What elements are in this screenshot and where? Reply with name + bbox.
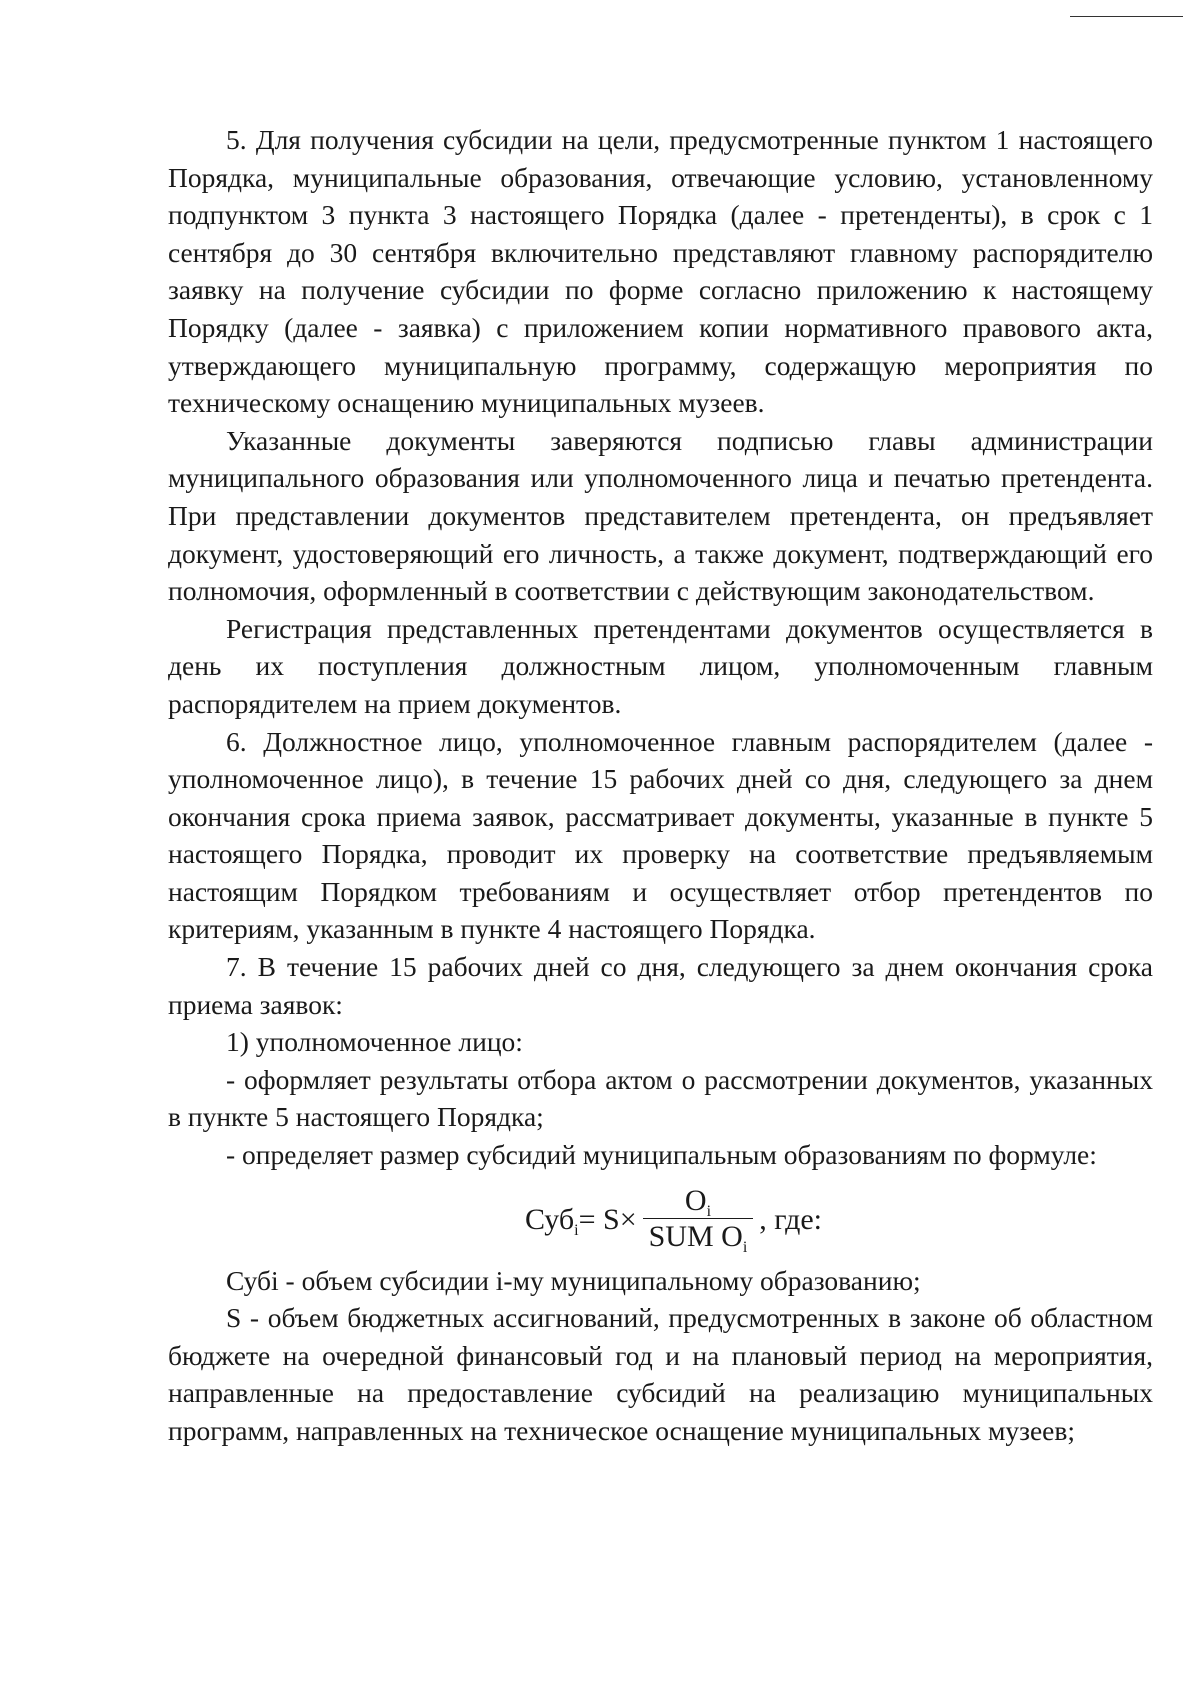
formula-fraction [643,1184,754,1255]
formula-lhs: Суб$_i$ [525,1202,579,1239]
paragraph-documents-certified: Указанные документы заверяются подписью главы администрации муниципального образования или уполномоченного лица и печатью претендента. При представлении документов представителем претендента, он предъявляет документ, удостоверяющий его личность, а также документ, подтверждающий его полномочия, оформленный в соответствии с действующим законодательством. [168,424,1153,607]
subsidy-formula [168,1174,1153,1262]
top-edge-rule [1070,16,1183,17]
formula-denominator: SUM $O_i$ [648,1220,748,1257]
formula-tail: , где: [759,1202,823,1236]
paragraph-7-item-1: 1) уполномоченное лицо: [226,1026,523,1058]
paragraph-7-item-1-dash-1: - оформляет результаты отбора актом о рассмотрении документов, указанных в пункте 5 настоящего Порядка; [168,1063,1153,1133]
definition-sub-i: Субi - объем субсидии i-му муниципальному образованию; [226,1264,921,1296]
formula-numerator: $O_i$ [684,1184,712,1221]
paragraph-registration: Регистрация представленных претендентами документов осуществляется в день их поступления должностным лицом, уполномоченным главным распорядителем на прием документов. [168,612,1153,719]
formula-operator: = S× [578,1202,637,1236]
paragraph-7-item-1-dash-2: - определяет размер субсидий муниципальным образованиям по формуле: [226,1139,1097,1171]
paragraph-7: 7. В течение 15 рабочих дней со дня, следующего за днем окончания срока приема заявок: [168,951,1153,1020]
definition-s: S - объем бюджетных ассигнований, предусмотренных в законе об областном бюджете на очередной финансовый год и на плановый период на мероприятия, направленные на предоставление субсидий на реализацию муниципальных программ, направленных на техническое оснащение муниципальных музеев; [168,1302,1153,1446]
paragraph-6: 6. Должностное лицо, уполномоченное главным распорядителем (далее - уполномоченное лицо), в течение 15 рабочих дней со дня, следующего за днем окончания срока приема заявок, рассматривает документы, указанные в пункте 5 настоящего Порядка, проводит их проверку на соответствие предъявляемым настоящим Порядком требованиям и осуществляет отбор претендентов по критериям, указанным в пункте 4 настоящего Порядка. [168,725,1153,945]
paragraph-5: 5. Для получения субсидии на цели, предусмотренные пунктом 1 настоящего Порядка, муниципальные образования, отвечающие условию, установленному подпунктом 3 пункта 3 настоящего Порядка (далее - претенденты), в срок с 1 сентября до 30 сентября включительно представляют главному распорядителю заявку на получение субсидии по форме согласно приложению к настоящему Порядку (далее - заявка) с приложением копии нормативного правового акта, утверждающего муниципальную программу, содержащую мероприятия по техническому оснащению муниципальных музеев. [168,124,1153,419]
document-page [168,121,1153,1450]
